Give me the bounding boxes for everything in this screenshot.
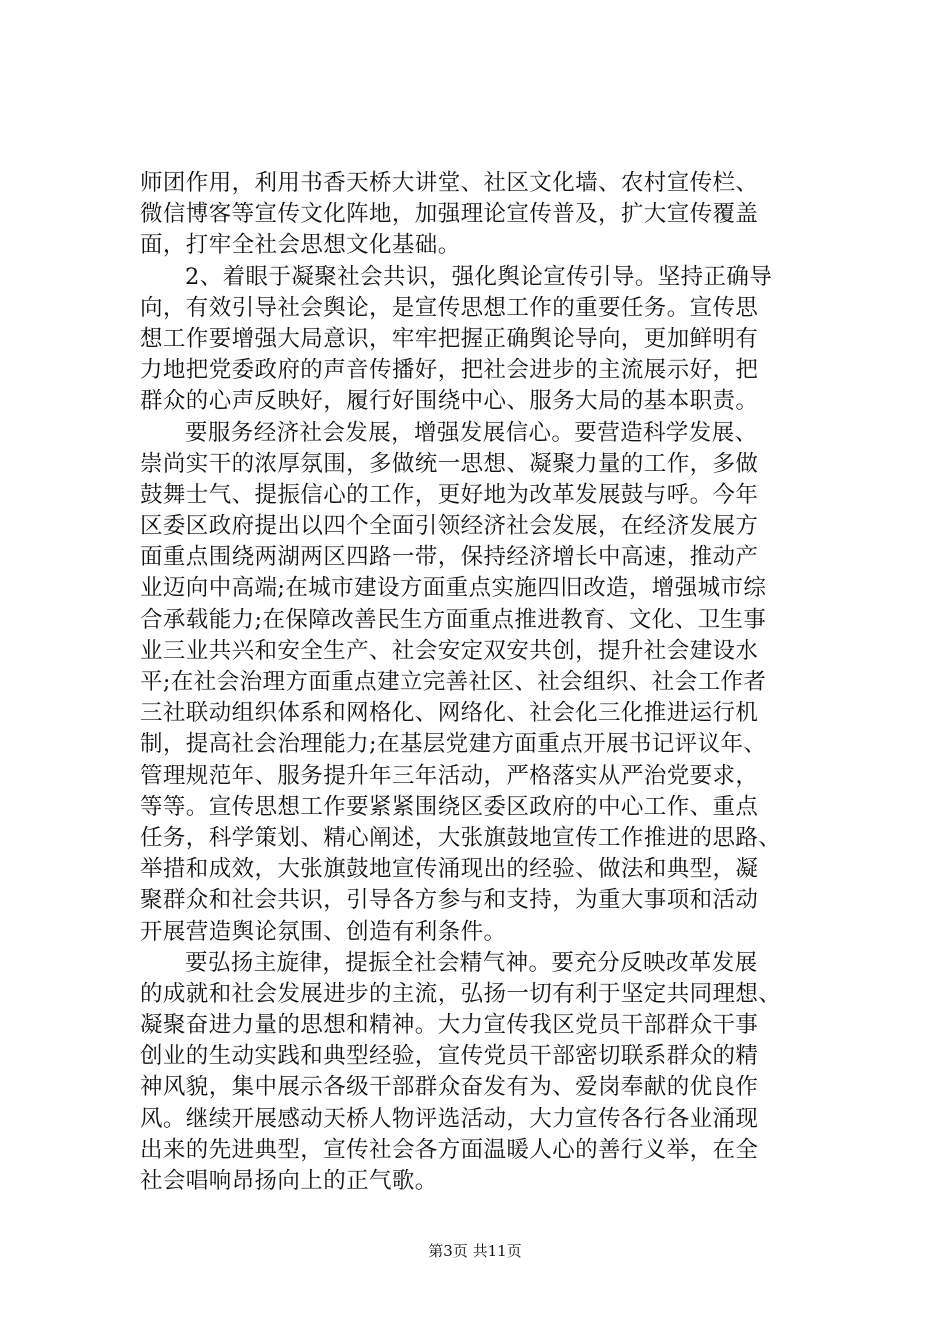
- paragraph-first-line: 要弘扬主旋律，提振全社会精气神。要充分反映改革发展: [185, 949, 758, 976]
- text-line: 业三业共兴和安全生产、社会安定双安共创，提升社会建设水: [140, 637, 759, 664]
- text-line: 区委区政府提出以四个全面引领经济社会发展，在经济发展方: [140, 513, 759, 540]
- text-line: 崇尚实干的浓厚氛围，多做统一思想、凝聚力量的工作，多做: [140, 450, 759, 477]
- paragraph-first-line: 要服务经济社会发展，增强发展信心。要营造科学发展、: [185, 419, 758, 446]
- text-line: 合承载能力;在保障改善民生方面重点推进教育、文化、卫生事: [140, 606, 767, 633]
- text-line: 神风貌，集中展示各级干部群众奋发有为、爱岗奉献的优良作: [140, 1074, 759, 1101]
- text-line: 管理规范年、服务提升年三年活动，严格落实从严治党要求，: [140, 762, 759, 789]
- text-line: 微信博客等宣传文化阵地，加强理论宣传普及，扩大宣传覆盖: [140, 201, 759, 228]
- text-line: 的成就和社会发展进步的主流，弘扬一切有利于坚定共同理想、: [140, 980, 782, 1007]
- text-line: 业迈向中高端;在城市建设方面重点实施四旧改造，增强城市综: [140, 575, 767, 602]
- text-line: 向，有效引导社会舆论，是宣传思想工作的重要任务。宣传思: [140, 294, 759, 321]
- text-line: 想工作要增强大局意识，牢牢把握正确舆论导向，更加鲜明有: [140, 325, 759, 352]
- text-line: 制，提高社会治理能力;在基层党建方面重点开展书记评议年、: [140, 731, 767, 758]
- page-footer: 第3页 共11页: [428, 1242, 522, 1260]
- text-line: 力地把党委政府的声音传播好，把社会进步的主流展示好，把: [140, 357, 759, 384]
- text-line: 等等。宣传思想工作要紧紧围绕区委区政府的中心工作、重点: [140, 793, 759, 820]
- text-line: 开展营造舆论氛围、创造有利条件。: [140, 918, 507, 945]
- text-line: 面重点围绕两湖两区四路一带，保持经济增长中高速，推动产: [140, 544, 759, 571]
- text-line: 出来的先进典型，宣传社会各方面温暖人心的善行义举，在全: [140, 1136, 759, 1163]
- paragraph-first-line: 2、着眼于凝聚社会共识，强化舆论宣传引导。坚持正确导: [185, 263, 773, 290]
- text-line: 三社联动组织体系和网格化、网络化、社会化三化推进运行机: [140, 700, 759, 727]
- text-line: 创业的生动实践和典型经验，宣传党员干部密切联系群众的精: [140, 1043, 759, 1070]
- text-line: 风。继续开展感动天桥人物评选活动，大力宣传各行各业涌现: [140, 1105, 759, 1132]
- text-line: 举措和成效，大张旗鼓地宣传涌现出的经验、做法和典型，凝: [140, 856, 759, 883]
- text-line: 任务，科学策划、精心阐述，大张旗鼓地宣传工作推进的思路、: [140, 824, 782, 851]
- text-line: 鼓舞士气、提振信心的工作，更好地为改革发展鼓与呼。今年: [140, 481, 759, 508]
- text-line: 聚群众和社会共识，引导各方参与和支持，为重大事项和活动: [140, 887, 759, 914]
- text-line: 社会唱响昂扬向上的正气歌。: [140, 1168, 438, 1194]
- text-line: 平;在社会治理方面重点建立完善社区、社会组织、社会工作者: [140, 669, 767, 695]
- document-body: [140, 168, 820, 1197]
- text-line: 群众的心声反映好，履行好围绕中心、服务大局的基本职责。: [140, 388, 759, 415]
- text-line: 面，打牢全社会思想文化基础。: [140, 232, 461, 259]
- text-line: 凝聚奋进力量的思想和精神。大力宣传我区党员干部群众干事: [140, 1012, 759, 1039]
- text-line: 师团作用，利用书香天桥大讲堂、社区文化墙、农村宣传栏、: [140, 170, 759, 196]
